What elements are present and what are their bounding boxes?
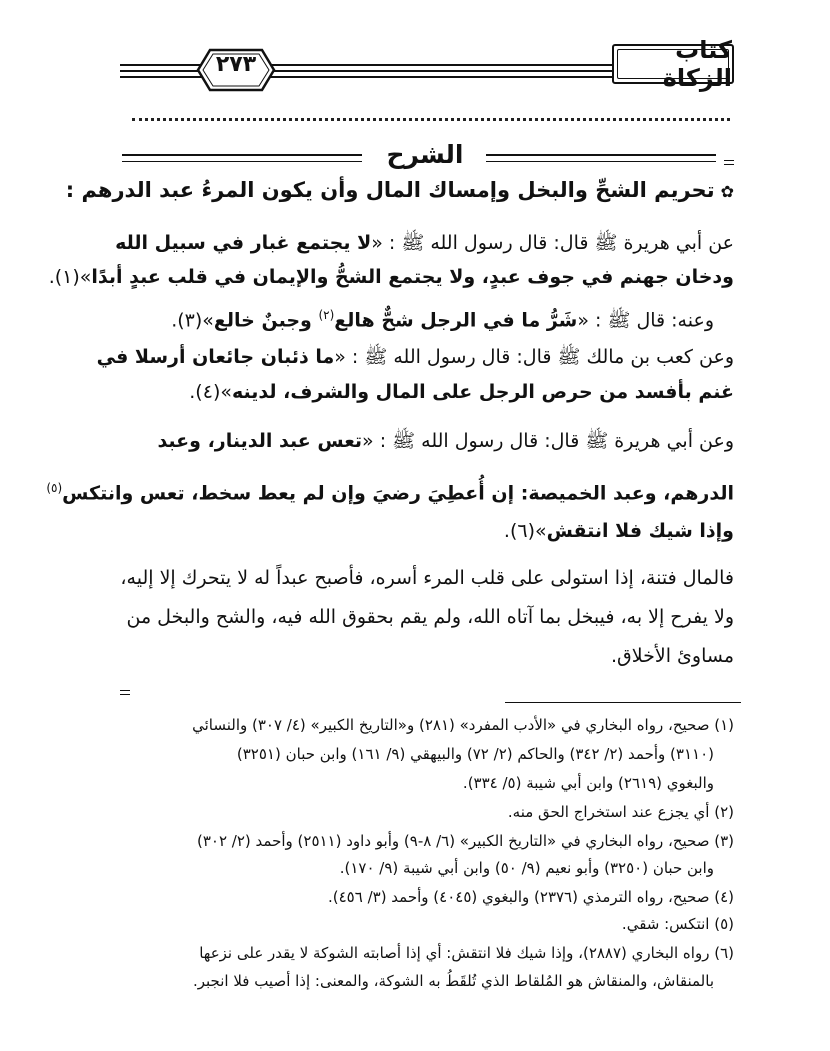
body-line: فالمال فتنة، إذا استولى على قلب المرء أسره، فأصبح عبداً له لا يتحرك إلا إليه، bbox=[120, 567, 734, 589]
header-rule-bottom bbox=[120, 76, 612, 78]
footnote-line: وابن حبان (٣٢٥٠) وأبو نعيم (٩/ ٥٠) وابن أبي شيبة (٩/ ١٧٠). bbox=[339, 859, 714, 877]
body-line: مساوئ الأخلاق. bbox=[611, 645, 734, 667]
body-line: وعن أبي هريرة ﷺ قال: قال رسول الله ﷺ : «تعس عبد الدينار، وعبد bbox=[157, 430, 734, 452]
footnote-mark bbox=[120, 690, 130, 691]
page-number-badge bbox=[196, 46, 276, 94]
section-rule-right bbox=[486, 154, 716, 162]
section-mark bbox=[724, 160, 734, 161]
footnote-line: (٣) صحيح، رواه البخاري في «التاريخ الكبير» (٦/ ٨-٩) وأبو داود (٢٥١١) وأحمد (٢/ ٣٠٢) bbox=[196, 832, 734, 850]
body-line: غنم بأفسد من حرص الرجل على المال والشرف، لدينه»(٤). bbox=[189, 381, 734, 403]
flower-ornament-icon: ✿ bbox=[720, 182, 734, 201]
footnote-line: بالمنقاش، والمنقاش هو المُلقاط الذي تُلقَطُ به الشوكة، والمعنى: إذا أصيب فلا انجبر. bbox=[192, 972, 714, 990]
body-line: وعن كعب بن مالك ﷺ قال: قال رسول الله ﷺ : «ما ذئبان جائعان أرسلا في bbox=[96, 346, 734, 368]
footnote-line: (٦) رواه البخاري (٢٨٨٧)، وإذا شيك فلا انتقش: أي إذا أصابته الشوكة لا يقدر على نزعها bbox=[199, 944, 734, 962]
header-rule-top bbox=[120, 64, 612, 66]
footnote-line: (٢) أي يجزع عند استخراج الحق منه. bbox=[507, 803, 734, 821]
footnote-rule bbox=[505, 702, 741, 703]
book-title-box bbox=[612, 36, 734, 92]
footnote-line: (٤) صحيح، رواه الترمذي (٢٣٧٦) والبغوي (٤٠٤٥) وأحمد (٣/ ٤٥٦). bbox=[328, 888, 734, 906]
body-line: وإذا شيك فلا انتقش»(٦). bbox=[503, 520, 734, 542]
header-rule-middle bbox=[120, 70, 612, 72]
page-number: ٢٧٣ bbox=[215, 52, 257, 77]
body-line: عن أبي هريرة ﷺ قال: قال رسول الله ﷺ : «لا يجتمع غبار في سبيل الله bbox=[115, 232, 734, 254]
body-line: ودخان جهنم في جوف عبدٍ، ولا يجتمع الشحُّ والإيمان في قلب عبدٍ أبدًا»(١). bbox=[48, 266, 734, 288]
section-heading: الشرح bbox=[386, 140, 464, 169]
footnote-line: والبغوي (٢٦١٩) وابن أبي شيبة (٥/ ٣٣٤). bbox=[462, 774, 714, 792]
body-line: ولا يفرح إلا به، فيبخل بما آتاه الله، ولم يقم بحقوق الله فيه، والشح والبخل من bbox=[126, 606, 734, 628]
footnote-line: (٣١١٠) وأحمد (٢/ ٣٤٢) والحاكم (٢/ ٧٢) والبيهقي (٩/ ١٦١) وابن حبان (٣٢٥١) bbox=[236, 745, 714, 763]
body-line: الدرهم، وعبد الخميصة: إن أُعطِيَ رضيَ وإن لم يعط سخط، تعس وانتكس$^{(٥)}$ bbox=[46, 481, 734, 505]
footnote-line: (٥) انتكس: شقي. bbox=[621, 915, 734, 933]
chapter-title: ✿تحريم الشحِّ والبخل وإمساك المال وأن يكون المرءُ عبد الدرهم : bbox=[65, 178, 734, 202]
book-title: كتاب الزكاة bbox=[662, 36, 732, 92]
body-line: وعنه: قال ﷺ : «شَرُّ ما في الرجل شحٌّ هالع$^{(٢)}$ وجبنٌ خالع»(٣). bbox=[171, 308, 714, 332]
dotted-separator bbox=[132, 118, 730, 121]
footnote-line: (١) صحيح، رواه البخاري في «الأدب المفرد» (٢٨١) و«التاريخ الكبير» (٤/ ٣٠٧) والنسائي bbox=[192, 716, 734, 734]
section-rule-left bbox=[122, 154, 362, 162]
